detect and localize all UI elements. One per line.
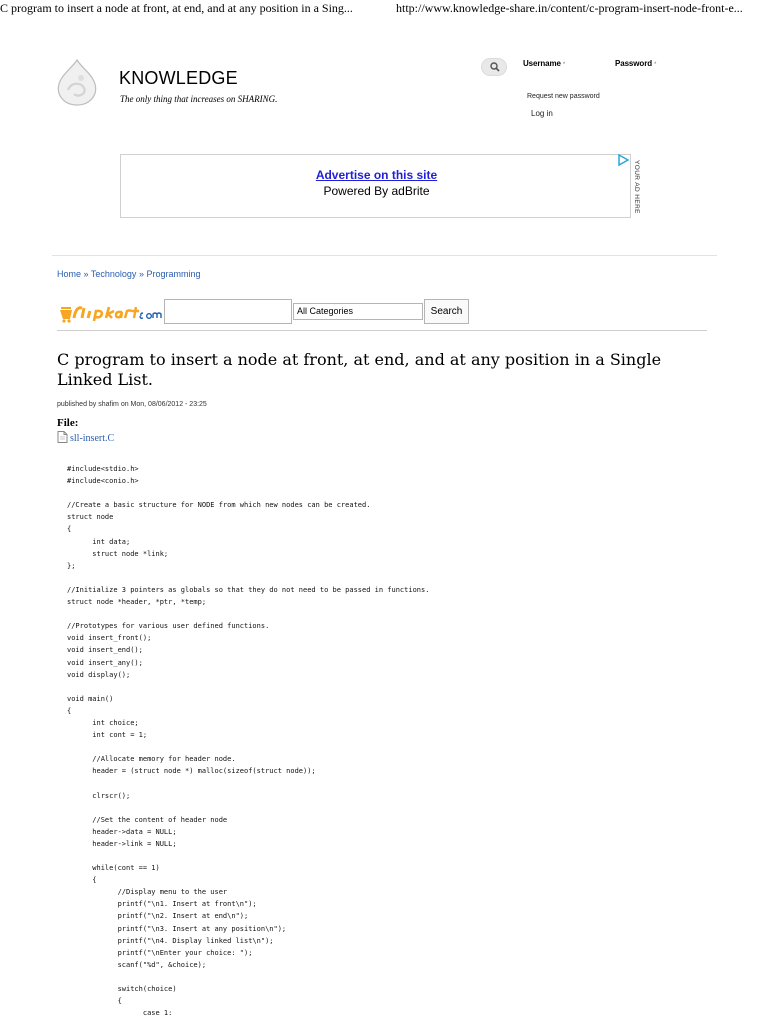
search-toggle-button[interactable] [481, 58, 507, 76]
code-line: header->link = NULL; [67, 839, 177, 848]
code-line: struct node *header, *ptr, *temp; [67, 598, 207, 607]
code-line: //Create a basic structure for NODE from which new nodes can be created. [67, 501, 371, 510]
breadcrumb-technology[interactable]: Technology [90, 269, 137, 279]
code-line [67, 741, 429, 753]
breadcrumb-separator: » [138, 269, 144, 279]
code-line: //Allocate memory for header node. [67, 755, 236, 764]
code-line: void main() [67, 694, 114, 703]
code-line: { [67, 525, 72, 534]
code-line: int cont = 1; [67, 731, 148, 740]
code-line: }; [67, 561, 76, 570]
flipkart-category-select[interactable]: All Categories [293, 303, 423, 320]
code-line: while(cont == 1) [67, 864, 160, 873]
code-line: printf("\n2. Insert at end\n"); [67, 912, 249, 921]
search-icon [490, 62, 500, 72]
code-line: //Set the content of header node [67, 815, 228, 824]
print-page-title: C program to insert a node at front, at end, and at any position in a Sing... [0, 1, 353, 15]
file-download-link[interactable]: sll-insert.C [70, 433, 115, 444]
ad-vertical-label[interactable]: YOUR AD HERE [633, 160, 640, 214]
code-line: header->data = NULL; [67, 827, 177, 836]
breadcrumb-programming[interactable]: Programming [146, 269, 201, 279]
code-line: //Display menu to the user [67, 888, 228, 897]
code-line: { [67, 706, 72, 715]
code-line: printf("\n1. Insert at front\n"); [67, 900, 257, 909]
password-label-text: Password [615, 59, 652, 68]
site-logo-icon[interactable] [54, 58, 100, 108]
code-line: struct node *link; [67, 549, 169, 558]
file-label: File: [57, 417, 79, 429]
article-byline: published by shafim on Mon, 08/06/2012 - 23:25 [57, 401, 207, 408]
breadcrumb [57, 269, 201, 279]
divider [57, 330, 707, 331]
log-in-link[interactable]: Log in [531, 109, 553, 118]
ad-powered-by: Powered By adBrite [323, 184, 430, 198]
code-line [67, 608, 429, 620]
code-line: switch(choice) [67, 985, 177, 994]
code-line: int choice; [67, 718, 139, 727]
username-label[interactable] [523, 59, 565, 68]
code-line: { [67, 876, 97, 885]
flipkart-search-button[interactable]: Search [424, 299, 469, 324]
ad-banner[interactable] [120, 154, 631, 218]
article-title: C program to insert a node at front, at end, and at any position in a Single Linked List. [57, 350, 662, 389]
code-line: //Initialize 3 pointers as globals so that they do not need to be passed in functions. [67, 585, 430, 594]
required-mark: * [562, 62, 566, 68]
password-label[interactable] [615, 59, 656, 68]
site-slogan: The only thing that increases on SHARING. [120, 94, 278, 104]
code-line: printf("\nEnter your choice: "); [67, 948, 253, 957]
code-line [67, 681, 429, 693]
code-line: void display(); [67, 670, 131, 679]
code-line [67, 802, 429, 814]
code-line: struct node [67, 513, 114, 522]
flipkart-search-input[interactable] [164, 299, 292, 324]
code-line: //Prototypes for various user defined functions. [67, 622, 270, 631]
code-line: header = (struct node *) malloc(sizeof(struct node)); [67, 767, 316, 776]
code-line [67, 971, 429, 983]
username-label-text: Username [523, 59, 561, 68]
print-header [0, 0, 768, 18]
code-line [67, 572, 429, 584]
print-page-url: http://www.knowledge-share.in/content/c-program-insert-node-front-e... [396, 1, 743, 15]
breadcrumb-separator: » [83, 269, 89, 279]
code-line: clrscr(); [67, 791, 131, 800]
code-line [67, 487, 429, 499]
code-line: printf("\n3. Insert at any position\n"); [67, 924, 287, 933]
code-listing [67, 463, 429, 1019]
required-mark: * [654, 62, 657, 68]
code-line: void insert_front(); [67, 634, 152, 643]
code-line: #include<conio.h> [67, 477, 139, 486]
request-new-password-link[interactable]: Request new password [527, 93, 600, 100]
flipkart-logo[interactable] [58, 302, 166, 324]
code-line: #include<stdio.h> [67, 465, 139, 473]
code-line: int data; [67, 537, 131, 546]
code-line: case 1: [67, 1009, 173, 1018]
breadcrumb-home[interactable]: Home [57, 269, 82, 279]
code-line: scanf("%d", &choice); [67, 960, 207, 969]
file-icon [57, 431, 68, 443]
site-name[interactable]: KNOWLEDGE [119, 68, 238, 88]
code-line [67, 850, 429, 862]
code-line: printf("\n4. Display linked list\n"); [67, 936, 274, 945]
divider [52, 255, 717, 256]
ad-choices-icon[interactable] [617, 154, 629, 166]
code-line: { [67, 997, 122, 1006]
code-line: void insert_end(); [67, 646, 143, 655]
code-line: void insert_any(); [67, 658, 143, 667]
advertise-link[interactable]: Advertise on this site [315, 168, 438, 182]
code-line [67, 777, 429, 789]
